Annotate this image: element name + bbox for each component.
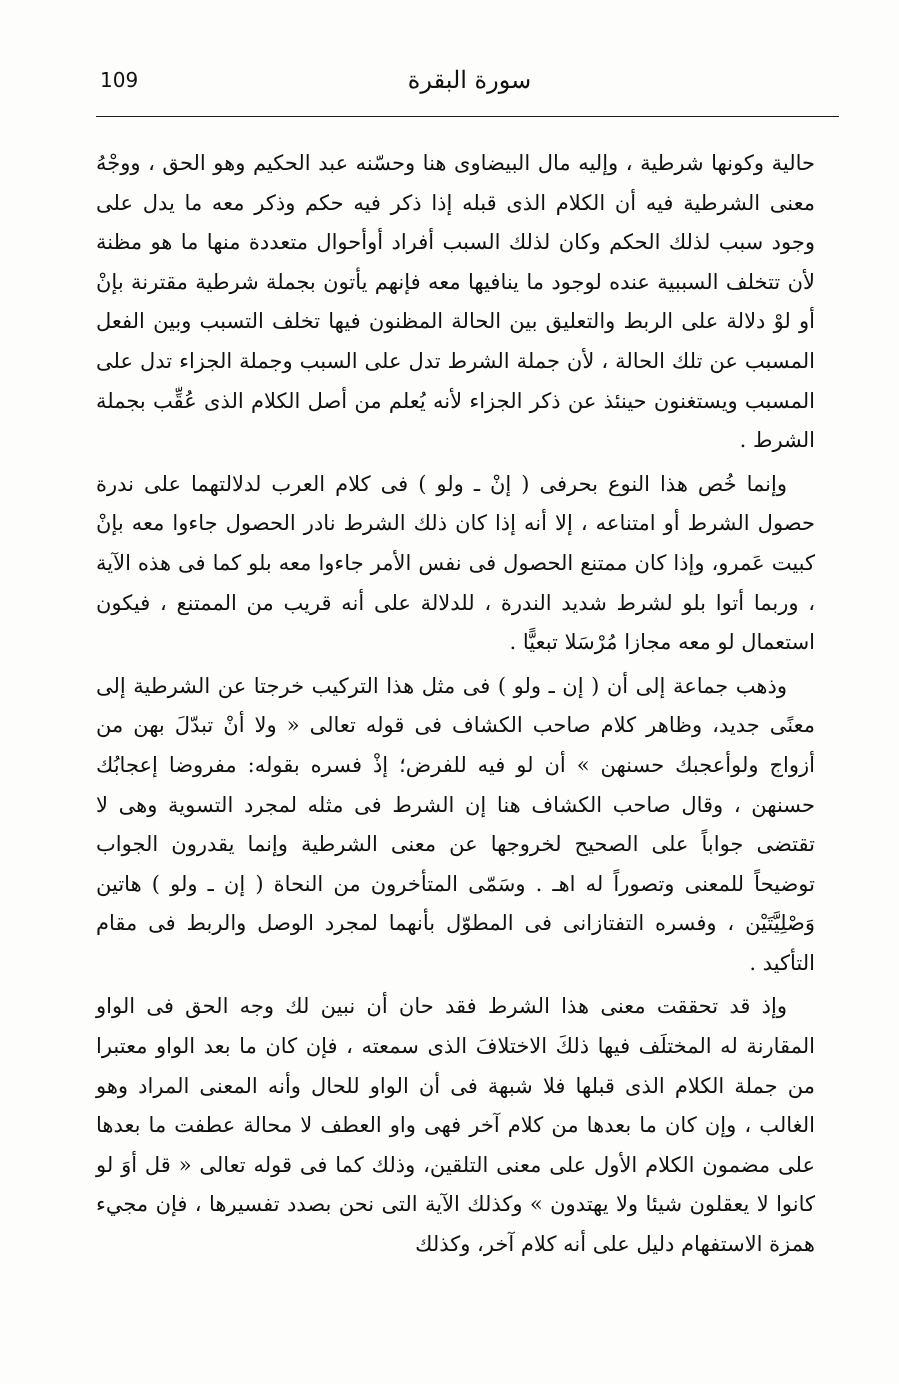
paragraph-2: وإنما خُص هذا النوع بحرفى ( إنْ ـ ولو ) فى كلام العرب لدلالتهما على ندرة حصول الشرط أو امتناعه ، إلا أنه إذا كان ذلك الشرط نادر الحصول جاءوا معه بإنْ كبيت عَمرو، وإذا كان ممتنع الحصول فى نفس الأمر جاءوا معه بلو كما فى هذه الآية ، وربما أتوا بلو لشرط شديد الندرة ، للدلالة على أنه قريب من الممتنع ، فيكون استعمال لو معه مجازا مُرْسَلا تبعيًّا . [96, 471, 815, 655]
body-text [96, 144, 815, 1269]
page-number: 109 [100, 68, 139, 92]
header-rule [96, 116, 839, 117]
paragraph-4: وإذ قد تحققت معنى هذا الشرط فقد حان أن نبين لك وجه الحق فى الواو المقارنة له المختلَف فيها ذلكَ الاختلافَ الذى سمعته ، فإن كان ما بعد الواو معتبرا من جملة الكلام الذى قبلها فلا شبهة فى أن الواو للحال وأنه المعنى المراد وهو الغالب ، وإن كان ما بعدها من كلام آخر فهى واو العطف لا محالة عطفت ما بعدها على مضمون الكلام الأول على معنى التلقين، وذلك كما فى قوله تعالى « قل أوَ لو كانوا لا يعقلون شيئا ولا يهتدون » وكذلك الآية التى نحن بصدد تفسيرها ، فإن مجيء همزة الاستفهام دليل على أنه كلام آخر، وكذلك [96, 994, 815, 1257]
paragraph-3: وذهب جماعة إلى أن ( إن ـ ولو ) فى مثل هذا التركيب خرجتا عن الشرطية إلى معنًى جديد، وظاهر كلام صاحب الكشاف فى قوله تعالى « ولا أنْ تبدّلَ بهن من أزواج ولوأعجبك حسنهن » أن لو فيه للفرض؛ إذْ فسره بقوله: مفروضا إعجابُك حسنهن ، وقال صاحب الكشاف هنا إن الشرط فى مثله لمجرد التسوية وهى لا تقتضى جواباً على الصحيح لخروجها عن معنى الشرطية وإنما يقدرون الجواب توضيحاً للمعنى وتصوراً له اهـ . وسَمّى المتأخرون من النحاة ( إن ـ ولو ) هاتين وَصْلِيَّتَيْن ، وفسره التفتازانى فى المطوّل بأنهما لمجرد الوصل والربط فى مقام التأكيد . [96, 673, 815, 975]
running-title: سورة البقرة [407, 66, 532, 94]
paragraph-1: حالية وكونها شرطية ، وإليه مال البيضاوى هنا وحسّنه عبد الحكيم وهو الحق ، ووجْهُ معنى الشرطية فيه أن الكلام الذى قبله إذا ذكر فيه حكم وذكر معه ما يدل على وجود سبب لذلك الحكم وكان لذلك السبب أفراد أوأحوال متعددة منها ما هو مظنة لأن تتخلف السببية عنده لوجود ما ينافيها معه فإنهم يأتون بجملة شرطية مقترنة بإنْ أو لوْ دلالة على الربط والتعليق بين الحالة المظنون فيها تخلف التسبب وبين الفعل المسبب عن تلك الحالة ، لأن جملة الشرط تدل على السبب وجملة الجزاء تدل على المسبب ويستغنون حينئذ عن ذكر الجزاء لأنه يُعلم من أصل الكلام الذى عُقِّب بجملة الشرط . [96, 151, 815, 453]
page-header [100, 62, 839, 114]
